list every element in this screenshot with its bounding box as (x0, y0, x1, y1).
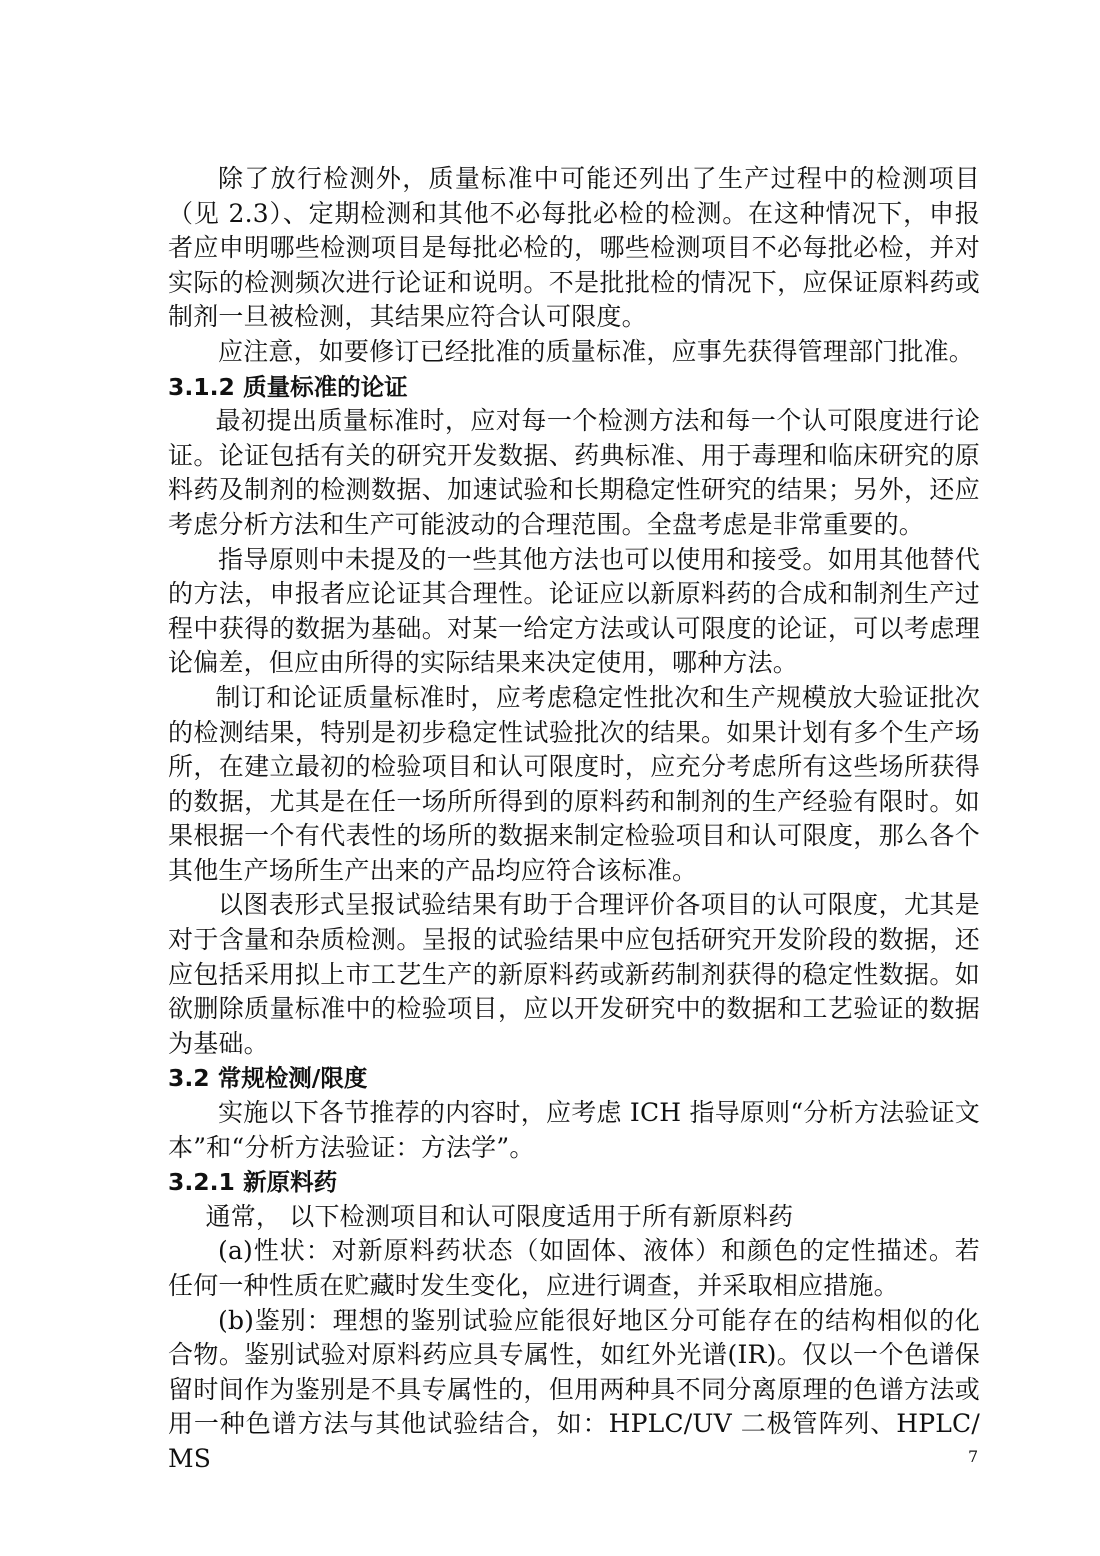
paragraph-stability-batches: 制订和论证质量标准时，应考虑稳定性批次和生产规模放大验证批次的检测结果，特别是初步稳定性试验批次的结果。如果计划有多个生产场所，在建立最初的检验项目和认可限度时，应充分考虑所有这些场所获得的数据，尤其是在任一场所所得到的原料药和制剂的生产经验有限时。如果根据一个有代表性的场所的数据来制定检验项目和认可限度，那么各个其他生产场所生产出来的产品均应符合该标准。 (168, 682, 980, 885)
heading-3-1-2: 3.1.2 质量标准的论证 (168, 372, 408, 401)
paragraph-graphical-results: 以图表形式呈报试验结果有助于合理评价各项目的认可限度，尤其是对于含量和杂质检测。呈报的试验结果中应包括研究开发阶段的数据，还应包括采用拟上市工艺生产的新原料药或新药制剂获得的稳定性数据。如欲删除质量标准中的检验项目，应以开发研究中的数据和工艺验证的数据为基础。 (168, 890, 980, 1058)
heading-3-2: 3.2 常规检测/限度 (168, 1064, 368, 1093)
paragraph-revision-approval: 应注意，如要修订已经批准的质量标准，应事先获得管理部门批准。 (218, 336, 975, 366)
paragraph-ich-guidelines: 实施以下各节推荐的内容时，应考虑 ICH 指导原则“分析方法验证文本”和“分析方法验证：方法学”。 (168, 1098, 980, 1162)
paragraph-alternative-methods: 指导原则中未提及的一些其他方法也可以使用和接受。如用其他替代的方法，申报者应论证其合理性。论证应以新原料药的合成和制剂生产过程中获得的数据为基础。对某一给定方法或认可限度的论证，可以考虑理论偏差，但应由所得的实际结果来决定使用，哪种方法。 (168, 544, 980, 678)
paragraph-justification-initial: 最初提出质量标准时，应对每一个检测方法和每一个认可限度进行论证。论证包括有关的研究开发数据、药典标准、用于毒理和临床研究的原料药及制剂的检测数据、加速试验和长期稳定性研究的结果；另外，还应考虑分析方法和生产可能波动的合理范围。全盘考虑是非常重要的。 (168, 406, 980, 539)
paragraph-release-testing: 除了放行检测外，质量标准中可能还列出了生产过程中的检测项目（见 2.3）、定期检测和其他不必每批必检的检测。在这种情况下，申报者应申明哪些检测项目是每批必检的，哪些检测项目不必每批必检，并对实际的检测频次进行论证和说明。不是批批检的情况下，应保证原料药或制剂一旦被检测，其结果应符合认可限度。 (168, 164, 980, 332)
paragraph-description-test: (a)性状：对新原料药状态（如固体、液体）和颜色的定性描述。若任何一种性质在贮藏时发生变化，应进行调查，并采取相应措施。 (168, 1236, 980, 1300)
paragraph-general-tests: 通常， 以下检测项目和认可限度适用于所有新原料药 (205, 1201, 794, 1231)
paragraph-identification-test: (b)鉴别：理想的鉴别试验应能很好地区分可能存在的结构相似的化合物。鉴别试验对原料药应具专属性，如红外光谱(IR)。仅以一个色谱保留时间作为鉴别是不具专属性的，但用两种具不同分离原理的色谱方法或用一种色谱方法与其他试验结合，如：HPLC/UV 二极管阵列、HPLC/MS (168, 1305, 980, 1473)
heading-3-2-1: 3.2.1 新原料药 (168, 1168, 338, 1197)
document-body (168, 162, 980, 1477)
page-number: 7 (968, 1447, 979, 1466)
